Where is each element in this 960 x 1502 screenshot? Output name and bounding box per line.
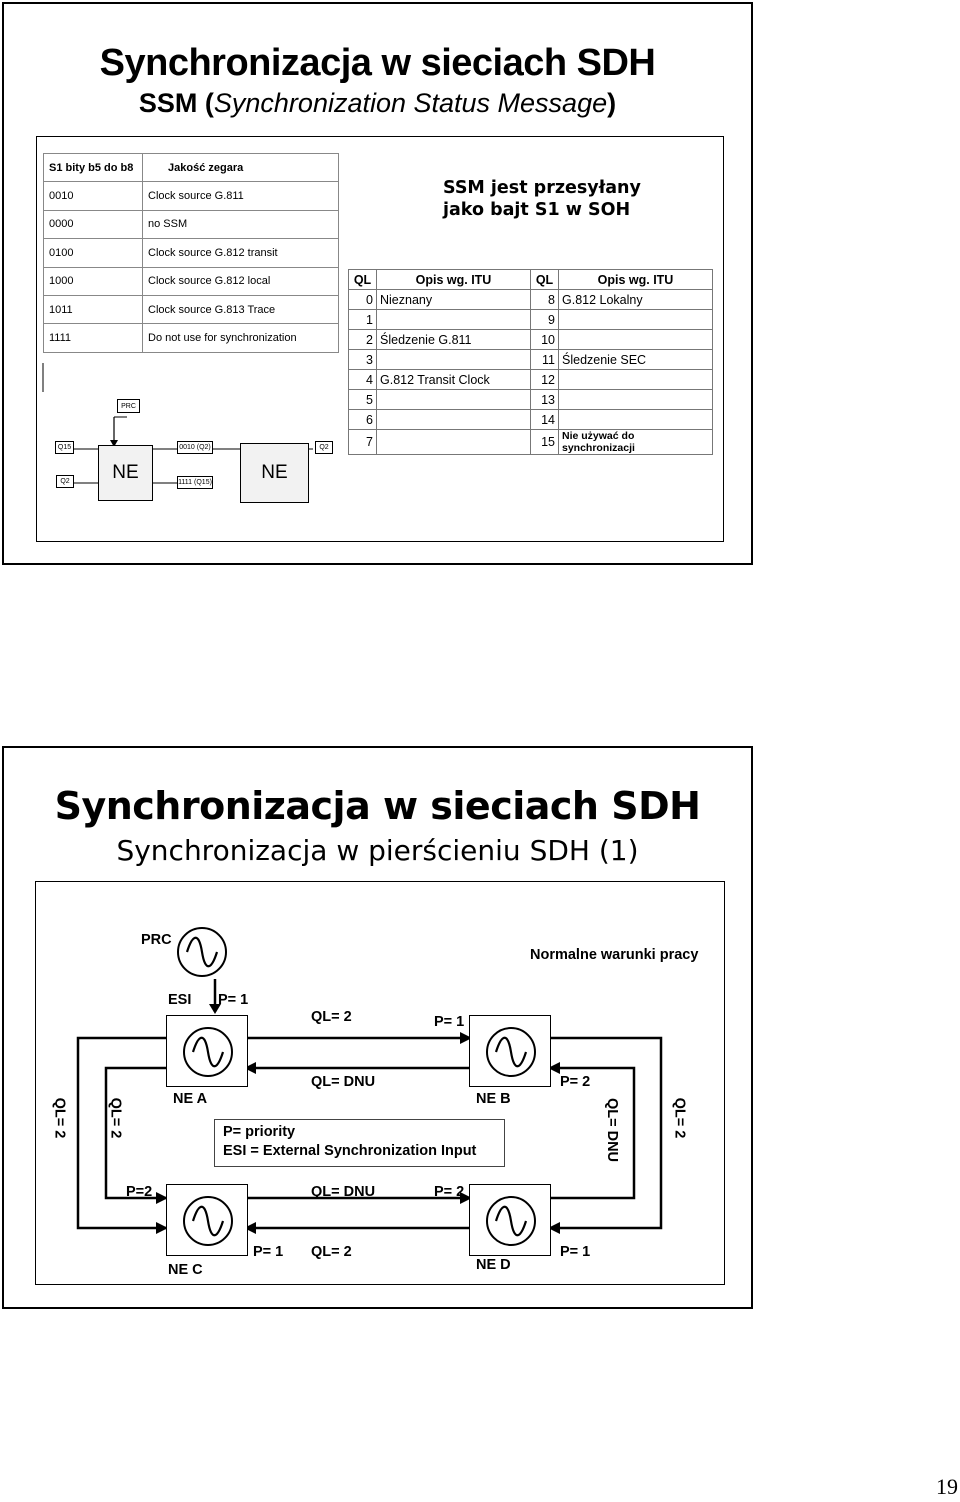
- table-cell: 7: [349, 430, 377, 455]
- table-cell: 2: [349, 330, 377, 350]
- p-label: P= 1: [218, 992, 249, 1008]
- table-cell: 1: [349, 310, 377, 330]
- slide-ssm: [2, 2, 753, 565]
- ql-cd-bottom-label: QL= 2: [311, 1244, 352, 1260]
- table-cell: G.812 Lokalny: [559, 290, 713, 310]
- table-header: QL: [349, 270, 377, 290]
- table-cell: Clock source G.811: [143, 182, 339, 210]
- ne-b-label: NE B: [476, 1091, 511, 1107]
- table-cell: 8: [531, 290, 559, 310]
- ne-d-label: NE D: [476, 1257, 511, 1273]
- table-cell: 0100: [44, 239, 143, 267]
- table-cell: 12: [531, 370, 559, 390]
- ql-right-inner-label: QL= DNU: [604, 1097, 621, 1163]
- ne-d-oscillator-icon: [486, 1196, 536, 1246]
- table-header: Jakość zegara: [143, 154, 339, 182]
- table-header: Opis wg. ITU: [377, 270, 531, 290]
- ql-right-outer-label: QL= 2: [671, 1097, 688, 1139]
- table-cell: 0000: [44, 210, 143, 238]
- slide-subtitle: SSM (Synchronization Status Message): [138, 88, 617, 118]
- prc-tag: PRC: [117, 399, 140, 413]
- table-cell: 3: [349, 350, 377, 370]
- p1-d-label: P= 1: [560, 1244, 591, 1260]
- note-line: jako bajt S1 w SOH: [443, 200, 631, 220]
- table-cell: 0: [349, 290, 377, 310]
- ring-lines: [36, 882, 725, 1285]
- table-cell: 14: [531, 410, 559, 430]
- prc-oscillator-icon: [177, 927, 227, 977]
- slide-ring-sync: [2, 746, 753, 1309]
- table-cell: 10: [531, 330, 559, 350]
- ql-ab-bottom-label: QL= DNU: [311, 1074, 376, 1090]
- page-number: 19: [936, 1474, 958, 1499]
- table-cell: no SSM: [143, 210, 339, 238]
- table-cell: Śledzenie SEC: [559, 350, 713, 370]
- table-header: S1 bity b5 do b8: [44, 154, 143, 182]
- table-cell: 1000: [44, 267, 143, 295]
- slide-title: Synchronizacja w sieciach SDH: [54, 784, 701, 828]
- table-cell: Nie używać do synchronizacji: [559, 430, 713, 455]
- table-cell: 9: [531, 310, 559, 330]
- table-cell: 4: [349, 370, 377, 390]
- q15-tag-left: Q15: [55, 441, 74, 454]
- p1-c-label: P= 1: [253, 1244, 284, 1260]
- table-cell: 5: [349, 390, 377, 410]
- legend-box: [214, 1119, 505, 1167]
- p-b-label: P= 1: [434, 1014, 465, 1030]
- ne-box-right: NE: [240, 443, 309, 503]
- ne-c-oscillator-icon: [183, 1196, 233, 1246]
- ne-b-node: [469, 1015, 551, 1087]
- table-cell: Clock source G.813 Trace: [143, 295, 339, 323]
- legend-line: ESI = External Synchronization Input: [223, 1143, 477, 1159]
- prc-label: PRC: [141, 932, 172, 948]
- ql-cd-top-label: QL= DNU: [311, 1184, 376, 1200]
- condition-label: Normalne warunki pracy: [530, 947, 699, 963]
- table-cell: 11: [531, 350, 559, 370]
- table-cell: Nieznany: [377, 290, 531, 310]
- table-cell: Clock source G.812 transit: [143, 239, 339, 267]
- ql-ab-top-label: QL= 2: [311, 1009, 352, 1025]
- ring-diagram: [35, 881, 725, 1285]
- ne-a-label: NE A: [173, 1091, 208, 1107]
- table-cell: Clock source G.812 local: [143, 267, 339, 295]
- table-cell: 6: [349, 410, 377, 430]
- ql-left-inner-label: QL= 2: [107, 1097, 124, 1139]
- table-cell: G.812 Transit Clock: [377, 370, 531, 390]
- ne-a-oscillator-icon: [183, 1027, 233, 1077]
- ssm-figure: [36, 136, 724, 542]
- bottom-link-tag: 1111 (Q15): [177, 476, 213, 489]
- slide-subtitle: Synchronizacja w pierścieniu SDH (1): [116, 834, 639, 867]
- ne-c-label: NE C: [168, 1262, 203, 1278]
- table-cell: 13: [531, 390, 559, 410]
- table-header: QL: [531, 270, 559, 290]
- p2-c-label: P=2: [126, 1184, 153, 1200]
- ne-c-node: [166, 1184, 248, 1256]
- ne-box-left: NE: [98, 445, 153, 501]
- esi-label: ESI: [168, 992, 192, 1008]
- ne-a-node: [166, 1015, 248, 1087]
- ne-b-oscillator-icon: [486, 1027, 536, 1077]
- table-header: Opis wg. ITU: [559, 270, 713, 290]
- p2-d-label: P= 2: [434, 1184, 465, 1200]
- table-cell: 0010: [44, 182, 143, 210]
- note-line: SSM jest przesyłany: [443, 178, 641, 198]
- p2-b-label: P= 2: [560, 1074, 591, 1090]
- table-cell: 1011: [44, 295, 143, 323]
- table-cell: Śledzenie G.811: [377, 330, 531, 350]
- ne-d-node: [469, 1184, 551, 1256]
- table-cell: 1111: [44, 324, 143, 352]
- q2-tag-right: Q2: [315, 441, 333, 454]
- table-cell: Do not use for synchronization: [143, 324, 339, 352]
- ql-left-outer-label: QL= 2: [51, 1097, 68, 1139]
- slide-title: Synchronizacja w sieciach SDH: [99, 42, 656, 84]
- top-link-tag: 0010 (Q2): [177, 441, 213, 454]
- legend-line: P= priority: [223, 1124, 296, 1140]
- table-cell: 15: [531, 430, 559, 455]
- q2-tag-left: Q2: [56, 475, 74, 488]
